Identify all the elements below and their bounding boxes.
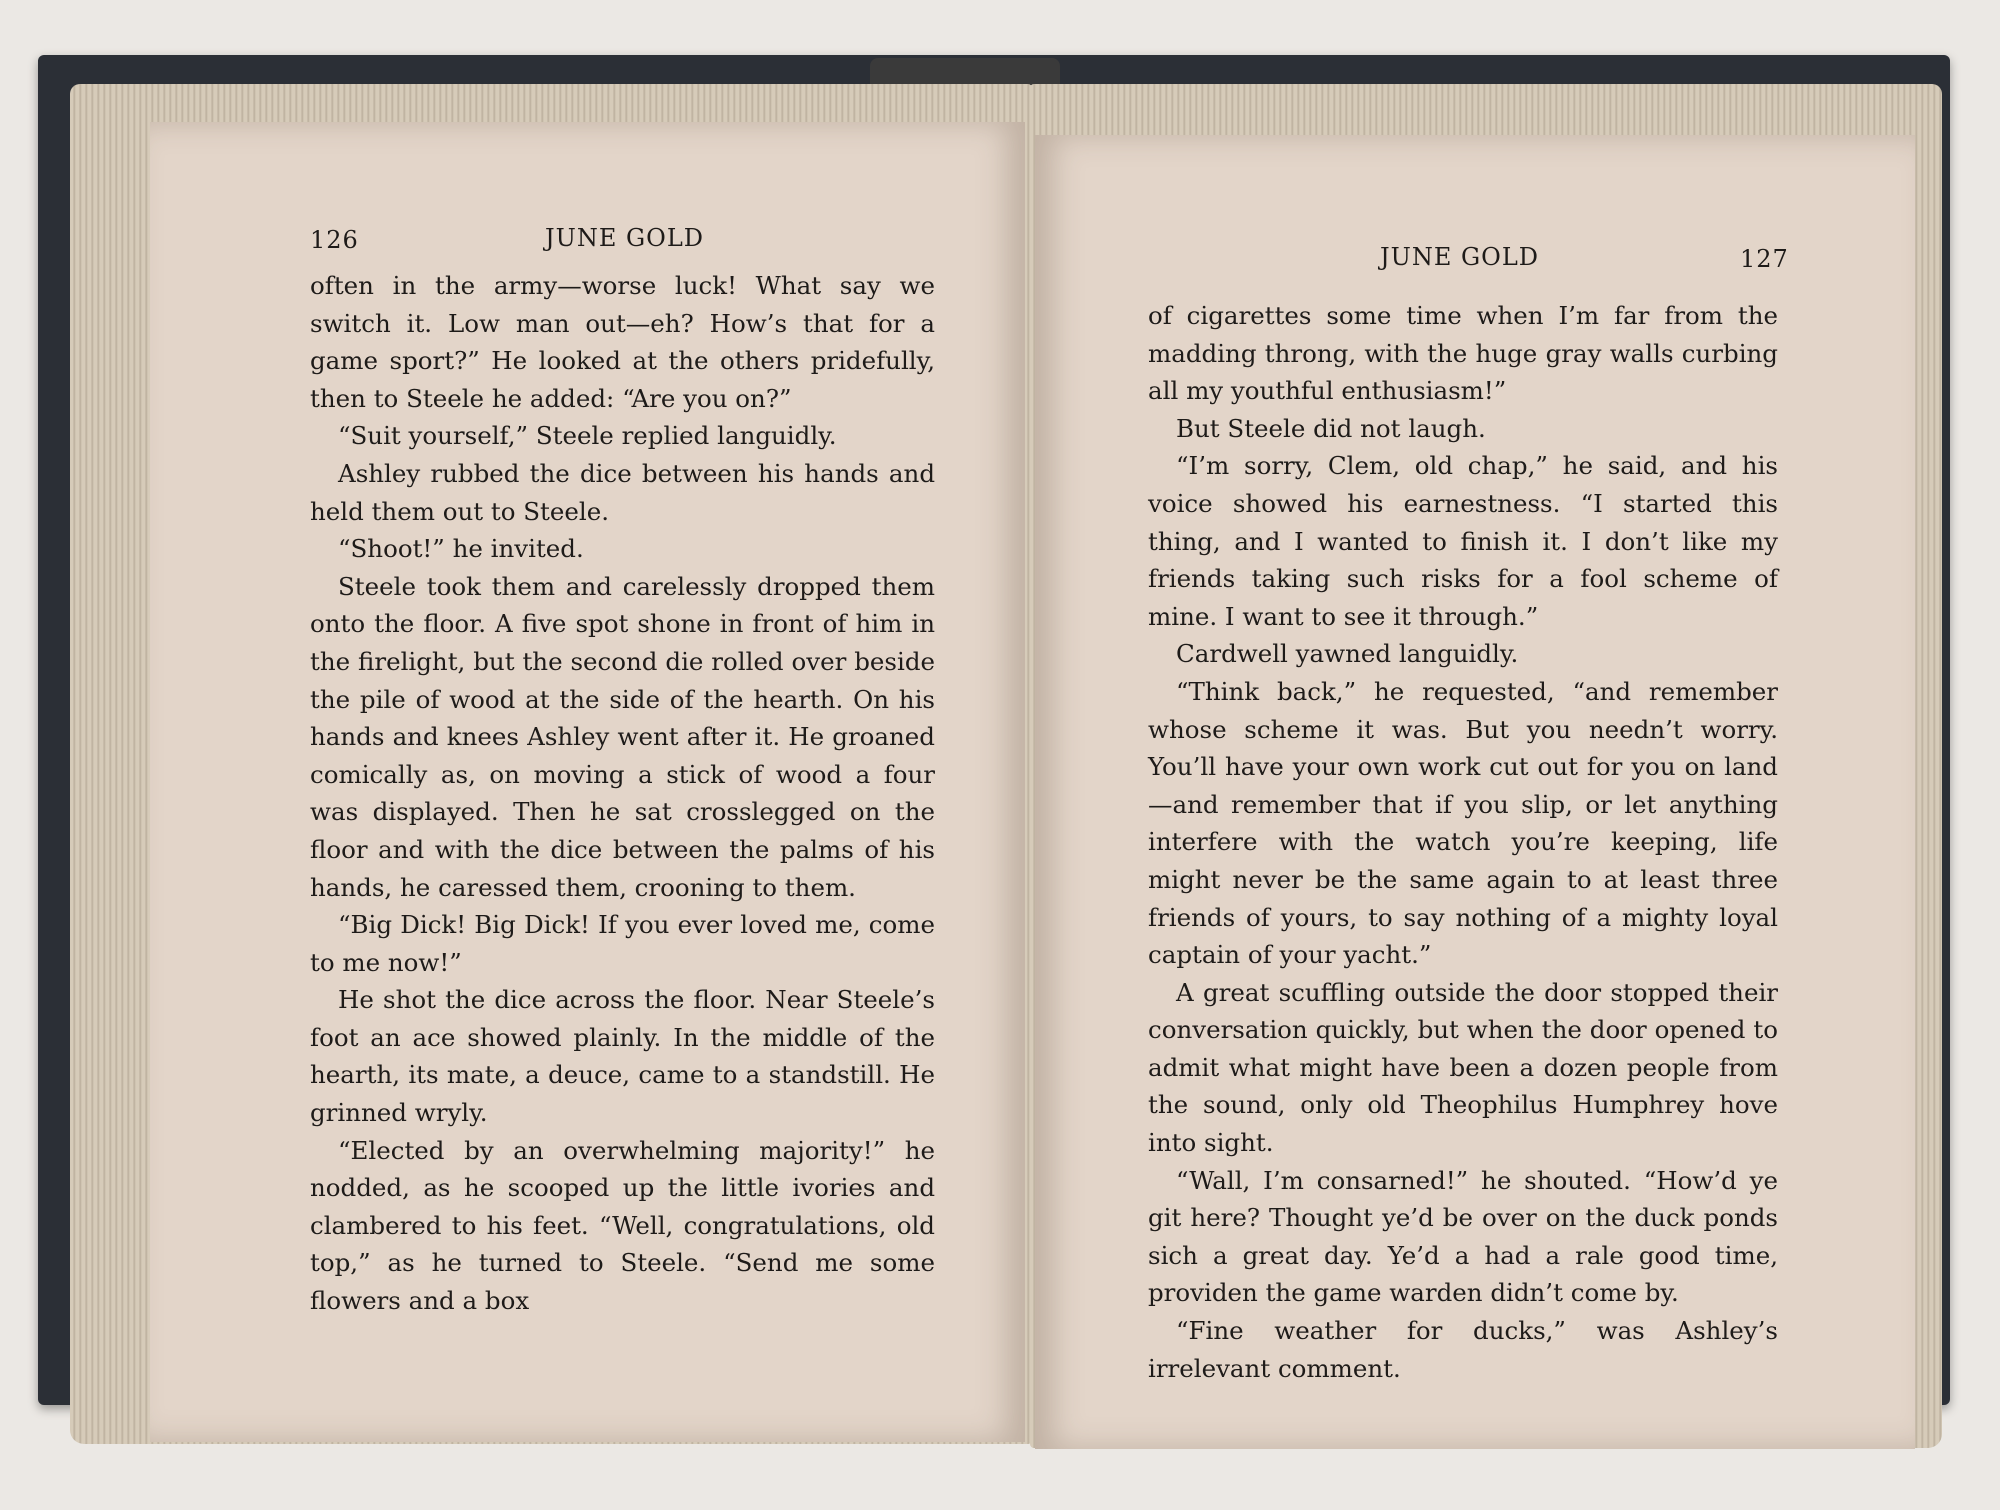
paragraph: “I’m sorry, Clem, old chap,” he said, and his voice showed his earnestness. “I started this thing, and I wanted to finish it. I don’t like my friends taking such risks for a fool scheme of mine. I want to see it through.”	[1148, 451, 1778, 631]
right-page-number: 127	[1740, 245, 1789, 273]
right-page	[1035, 135, 1915, 1449]
paragraph: “Fine weather for ducks,” was Ashley’s irrelevant comment.	[1148, 1316, 1778, 1383]
paragraph: He shot the dice across the floor. Near Steele’s foot an ace showed plainly. In the middle of the hearth, its mate, a deuce, came to a standstill. He grinned wryly.	[310, 985, 935, 1128]
right-running-head: JUNE GOLD	[1380, 243, 1540, 271]
paragraph: of cigarettes some time when I’m far from the madding throng, with the huge gray walls curbing all my youthful enthusiasm!”	[1148, 301, 1778, 406]
paragraph: “Suit yourself,” Steele replied languidly.	[338, 421, 837, 451]
left-page-number: 126	[310, 226, 359, 254]
left-page	[150, 122, 1025, 1442]
paragraph: “Think back,” he requested, “and remember whose scheme it was. But you needn’t worry. You’ll have your own work cut out for you on land—and remember that if you slip, or let anything interfere with the watch you’re keeping, life might never be the same again to at least three friends of yours, to say nothing of a mighty loyal captain of your yacht.”	[1148, 676, 1778, 970]
paragraph: “Shoot!” he invited.	[338, 534, 584, 564]
paragraph: Steele took them and carelessly dropped them onto the floor. A five spot shone in front of him in the firelight, but the second die rolled over beside the pile of wood at the side of the hearth. On his hands and knees Ashley went after it. He groaned comically as, on moving a stick of wood a four was displayed. Then he sat crosslegged on the floor and with the dice between the palms of his hands, he caressed them, crooning to them.	[310, 571, 935, 902]
paragraph: Ashley rubbed the dice between his hands and held them out to Steele.	[310, 458, 935, 526]
right-page-text	[1148, 297, 1778, 1387]
paragraph: But Steele did not laugh.	[1176, 413, 1486, 443]
paragraph: often in the army—worse luck! What say we switch it. Low man out—eh? How’s that for a game sport?” He looked at the others pridefully, then to Steele he added: “Are you on?”	[310, 271, 935, 413]
paragraph: “Wall, I’m consarned!” he shouted. “How’d ye git here? Thought ye’d be over on the duck ponds sich a great day. Ye’d a had a rale good time, providen the game warden didn’t come by.	[1148, 1165, 1778, 1308]
paragraph: “Big Dick! Big Dick! If you ever loved me, come to me now!”	[310, 910, 935, 977]
left-running-head: JUNE GOLD	[545, 224, 705, 252]
paragraph: Cardwell yawned languidly.	[1176, 639, 1519, 669]
left-page-text	[310, 267, 935, 1320]
paragraph: “Elected by an overwhelming majority!” he nodded, as he scooped up the little ivories and clambered to his feet. “Well, congratulations, old top,” as he turned to Steele. “Send me some flowers and a box	[310, 1135, 935, 1316]
paragraph: A great scuffling outside the door stopped their conversation quickly, but when the door opened to admit what might have been a dozen people from the sound, only old Theophilus Humphrey hove into sight.	[1148, 977, 1778, 1158]
